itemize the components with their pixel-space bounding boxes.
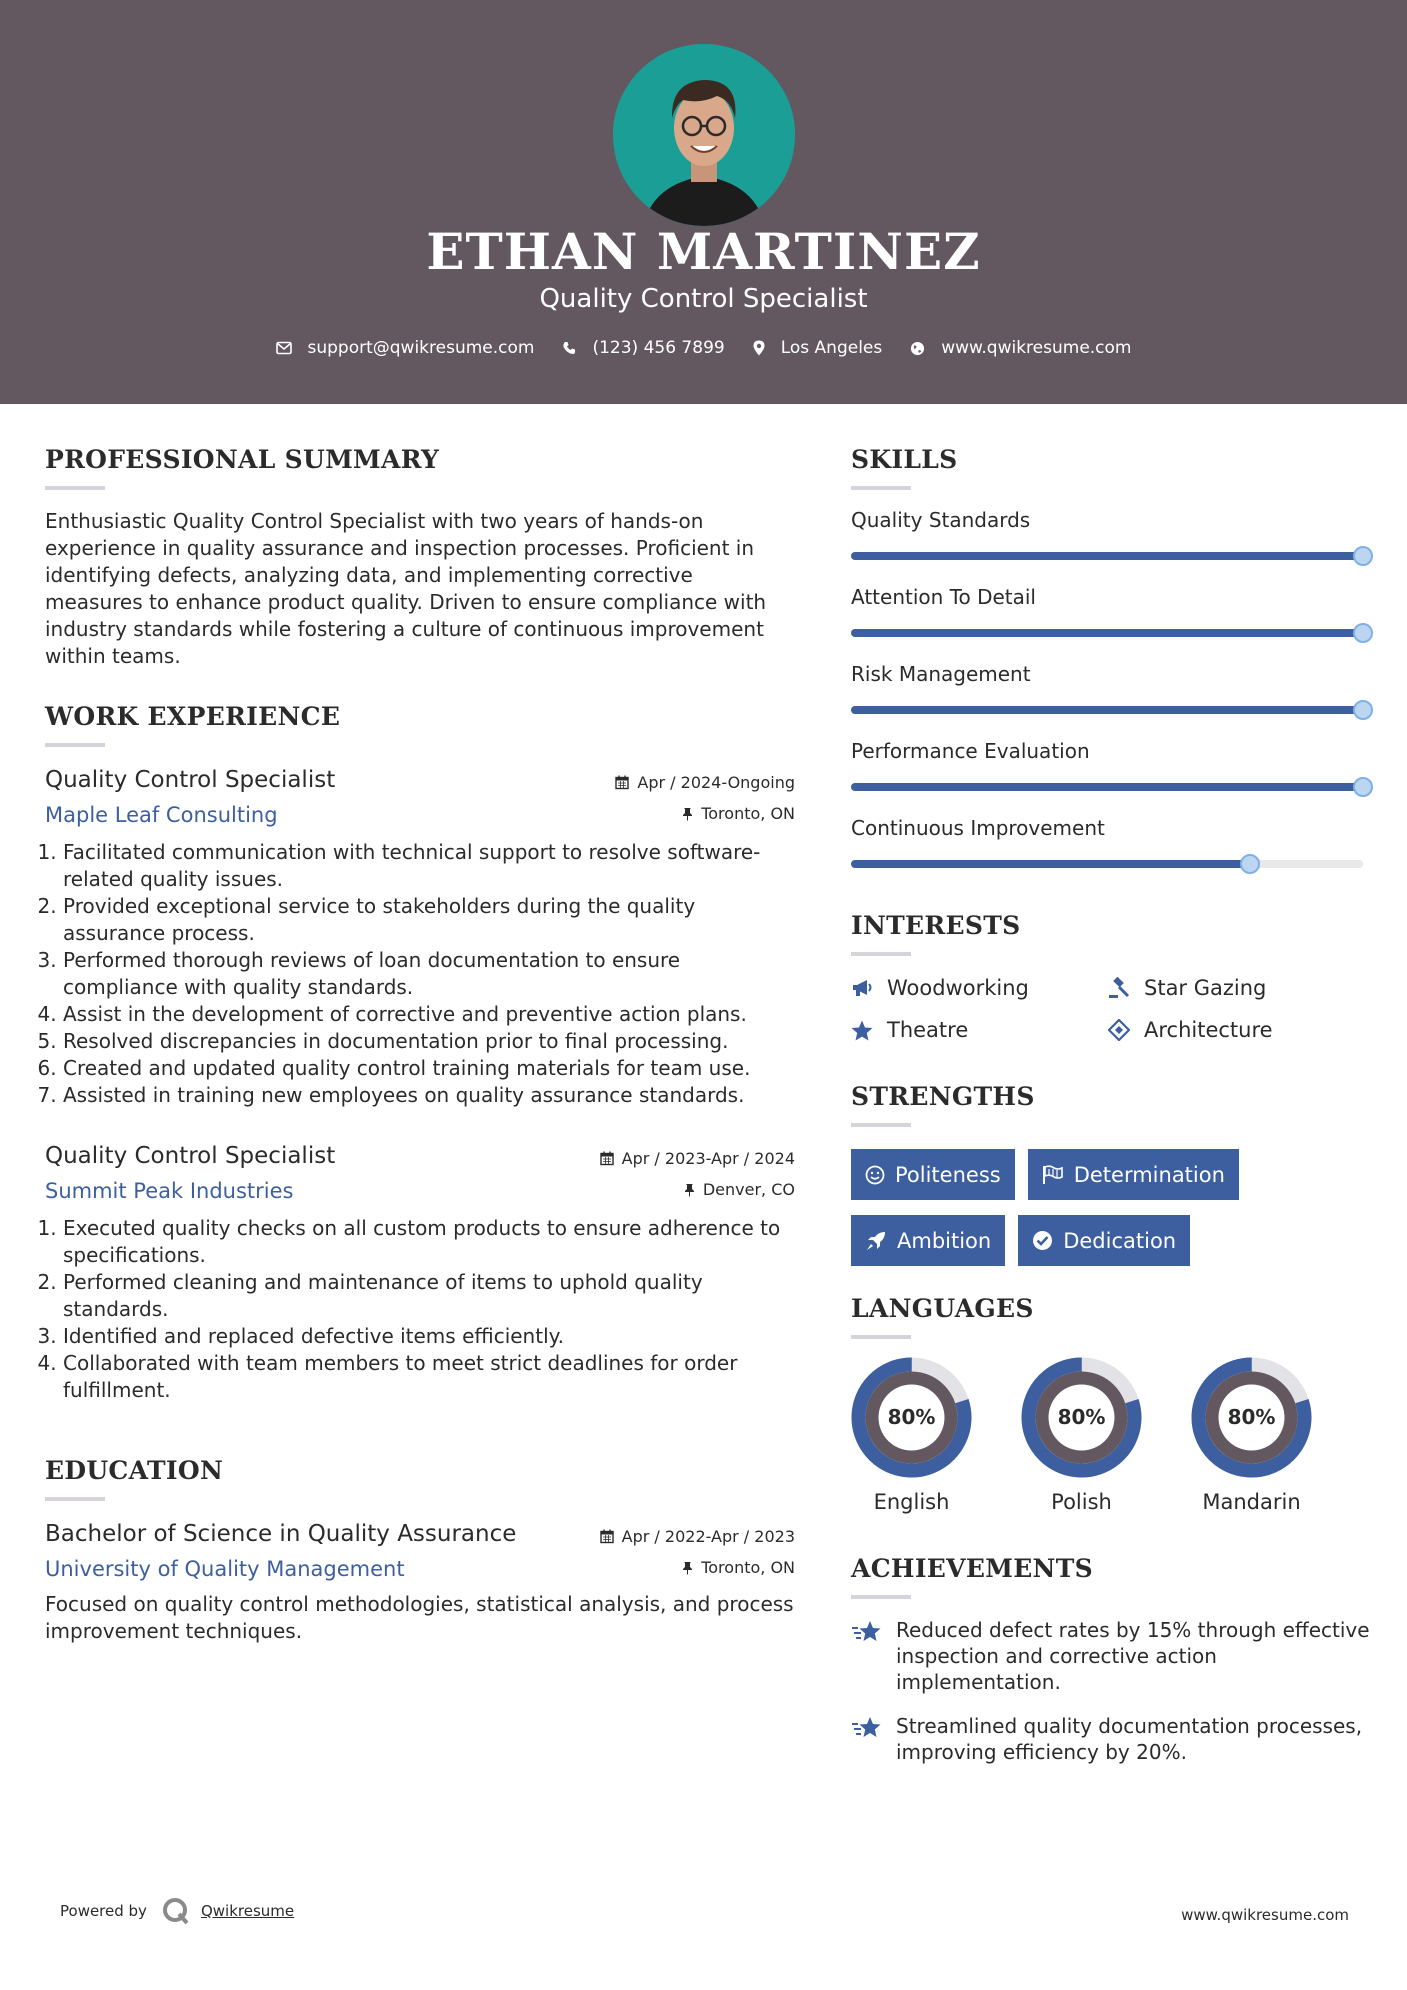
contact-phone[interactable] — [562, 338, 724, 358]
interests-section — [851, 911, 1371, 1042]
skills-heading: SKILLS — [851, 445, 958, 474]
strengths-heading: STRENGTHS — [851, 1082, 1035, 1111]
education-description: Focused on quality control methodologies, statistical analysis, and process improvement techniques. — [45, 1592, 794, 1643]
job-location — [684, 1180, 795, 1199]
job-location-text: Denver, CO — [702, 1180, 795, 1199]
task-item: 1. Facilitated communication with technical support to resolve software-related quality issues. — [63, 839, 795, 893]
job-location — [682, 804, 795, 823]
skill-item — [851, 662, 1371, 739]
star-icon — [851, 1020, 873, 1041]
education-heading: EDUCATION — [45, 1456, 224, 1485]
language-item — [851, 1357, 1021, 1514]
skill-item — [851, 508, 1371, 585]
strength-tag — [851, 1149, 1015, 1200]
phone-text: (123) 456 7899 — [592, 338, 725, 358]
school-name: University of Quality Management — [45, 1557, 405, 1581]
contact-bar — [0, 338, 1407, 358]
skill-bar-fill — [851, 706, 1363, 714]
achievements-heading: ACHIEVEMENTS — [851, 1554, 1093, 1583]
summary-text: Enthusiastic Quality Control Specialist with two years of hands-on experience in quality assurance and inspection processes. Proficient in identifying defects, analyzing data, and implementing corrective measures to enhance product quality. Driven to ensure compliance with industry standards while fostering a culture of continuous improvement within teams. — [45, 509, 767, 668]
flag-icon — [1042, 1165, 1064, 1185]
languages-heading: LANGUAGES — [851, 1294, 1034, 1323]
globe-icon — [910, 341, 925, 356]
job-date — [615, 773, 795, 792]
qwikresume-logo-icon — [161, 1896, 191, 1926]
check-circle-icon — [1032, 1230, 1053, 1251]
skill-bar-knob — [1353, 623, 1373, 643]
language-ring — [1191, 1357, 1312, 1478]
pushpin-icon — [684, 1183, 695, 1197]
ticket-icon — [1108, 1019, 1130, 1041]
gavel-icon — [1108, 977, 1130, 999]
achievement-text: Reduced defect rates by 15% through effective inspection and corrective action implementation. — [896, 1618, 1370, 1694]
job-location-text: Toronto, ON — [701, 804, 795, 823]
job-tasks — [45, 839, 795, 1109]
interest-label: Architecture — [1144, 1018, 1273, 1042]
task-item: 6. Created and updated quality control training materials for team use. — [63, 1055, 795, 1082]
shooting-star-icon — [851, 1715, 884, 1741]
skill-bar-knob — [1353, 546, 1373, 566]
contact-website[interactable] — [910, 338, 1131, 358]
heading-divider — [851, 1123, 911, 1127]
footer-powered-by — [60, 1896, 294, 1926]
summary-heading: PROFESSIONAL SUMMARY — [45, 445, 440, 474]
right-column — [851, 445, 1371, 1765]
job-company: Summit Peak Industries — [45, 1179, 294, 1203]
strength-label: Determination — [1073, 1162, 1225, 1187]
job-title: Quality Control Specialist — [45, 1143, 336, 1169]
heading-divider — [45, 1497, 105, 1501]
education-location — [682, 1558, 795, 1577]
language-name: Polish — [1051, 1490, 1112, 1514]
skill-bar — [851, 552, 1363, 560]
skill-item — [851, 585, 1371, 662]
job-company: Maple Leaf Consulting — [45, 803, 278, 827]
task-item: 3. Performed thorough reviews of loan documentation to ensure compliance with quality standards. — [63, 947, 795, 1001]
task-item: 5. Resolved discrepancies in documentation prior to final processing. — [63, 1028, 795, 1055]
skill-item — [851, 739, 1371, 816]
heading-divider — [45, 743, 105, 747]
phone-icon — [562, 341, 576, 355]
shooting-star-icon — [851, 1619, 884, 1645]
job-entry — [45, 1143, 795, 1404]
strength-label: Ambition — [897, 1228, 992, 1253]
heading-divider — [851, 486, 911, 490]
skill-bar-knob — [1353, 700, 1373, 720]
job-tasks — [45, 1215, 795, 1404]
skill-bar — [851, 783, 1363, 791]
language-name: English — [873, 1490, 950, 1514]
language-ring — [1021, 1357, 1142, 1478]
strength-tag — [1028, 1149, 1239, 1200]
smile-icon — [865, 1165, 885, 1185]
skill-bar-knob — [1353, 777, 1373, 797]
task-item: 2. Provided exceptional service to stakeholders during the quality assurance process. — [63, 893, 795, 947]
location-text: Los Angeles — [780, 338, 883, 358]
skill-bar-fill — [851, 860, 1250, 868]
job-date-text: Apr / 2024-Ongoing — [637, 773, 795, 792]
task-item: 2. Performed cleaning and maintenance of items to uphold quality standards. — [63, 1269, 795, 1323]
job-title: Quality Control Specialist — [45, 767, 336, 793]
envelope-icon — [276, 341, 292, 355]
skill-name: Risk Management — [851, 662, 1031, 686]
website-text: www.qwikresume.com — [941, 338, 1132, 358]
candidate-title: Quality Control Specialist — [539, 284, 868, 314]
experience-section — [45, 702, 795, 1404]
achievements-section — [851, 1554, 1371, 1765]
task-item: 3. Identified and replaced defective items efficiently. — [63, 1323, 795, 1350]
heading-divider — [851, 1595, 911, 1599]
skills-section — [851, 445, 1371, 893]
strength-tag — [1018, 1215, 1190, 1266]
job-entry — [45, 767, 795, 1109]
job-date — [600, 1149, 795, 1168]
language-percent: 80% — [1057, 1405, 1106, 1429]
candidate-name: ETHAN MARTINEZ — [426, 222, 981, 281]
degree-title: Bachelor of Science in Quality Assurance — [45, 1521, 517, 1547]
footer-website[interactable]: www.qwikresume.com — [1181, 1906, 1349, 1924]
interest-item — [1108, 1018, 1365, 1042]
pushpin-icon — [682, 1561, 693, 1575]
language-ring — [851, 1357, 972, 1478]
calendar-icon — [615, 775, 629, 790]
left-column — [45, 445, 795, 1645]
language-item — [1191, 1357, 1361, 1514]
skill-name: Performance Evaluation — [851, 739, 1090, 763]
heading-divider — [45, 486, 105, 490]
calendar-icon — [600, 1151, 614, 1166]
skill-bar-fill — [851, 783, 1363, 791]
skill-item — [851, 816, 1371, 893]
education-date — [600, 1527, 795, 1546]
achievement-item — [851, 1713, 1371, 1765]
education-date-text: Apr / 2022-Apr / 2023 — [621, 1527, 795, 1546]
profile-photo — [613, 44, 795, 226]
heading-divider — [851, 1335, 911, 1339]
megaphone-icon — [851, 978, 873, 998]
job-date-text: Apr / 2023-Apr / 2024 — [621, 1149, 795, 1168]
strengths-section — [851, 1082, 1371, 1266]
skill-name: Quality Standards — [851, 508, 1031, 532]
contact-location — [753, 338, 883, 358]
header-banner — [0, 0, 1407, 404]
interest-label: Star Gazing — [1144, 976, 1267, 1000]
interest-label: Theatre — [887, 1018, 969, 1042]
interest-label: Woodworking — [887, 976, 1029, 1000]
language-item — [1021, 1357, 1191, 1514]
skill-bar-knob — [1240, 854, 1260, 874]
contact-email[interactable] — [276, 338, 535, 358]
strength-label: Politeness — [895, 1162, 1001, 1187]
rocket-icon — [865, 1230, 887, 1252]
skill-bar-fill — [851, 552, 1363, 560]
task-item: 4. Collaborated with team members to meet strict deadlines for order fulfillment. — [63, 1350, 795, 1404]
email-text: support@qwikresume.com — [307, 338, 535, 358]
heading-divider — [851, 952, 911, 956]
language-percent: 80% — [1227, 1405, 1276, 1429]
language-percent: 80% — [887, 1405, 936, 1429]
powered-by-text: Powered by — [60, 1902, 147, 1920]
pushpin-icon — [682, 807, 693, 821]
interest-item — [851, 976, 1108, 1000]
achievement-text: Streamlined quality documentation processes, improving efficiency by 20%. — [896, 1714, 1363, 1764]
languages-section — [851, 1294, 1371, 1514]
experience-heading: WORK EXPERIENCE — [45, 702, 341, 731]
map-pin-icon — [753, 340, 765, 356]
qwikresume-link[interactable]: Qwikresume — [200, 1902, 295, 1920]
skill-bar-fill — [851, 629, 1363, 637]
strength-tag — [851, 1215, 1005, 1266]
task-item: 1. Executed quality checks on all custom products to ensure adherence to specifications. — [63, 1215, 795, 1269]
interest-item — [851, 1018, 1108, 1042]
summary-section — [45, 445, 795, 670]
skill-name: Continuous Improvement — [851, 816, 1105, 840]
skill-bar — [851, 706, 1363, 714]
language-name: Mandarin — [1202, 1490, 1301, 1514]
achievement-item — [851, 1617, 1371, 1695]
calendar-icon — [600, 1529, 614, 1544]
task-item: 7. Assisted in training new employees on quality assurance standards. — [63, 1082, 795, 1109]
skills-list — [851, 508, 1371, 893]
skill-bar — [851, 860, 1363, 868]
skill-name: Attention To Detail — [851, 585, 1036, 609]
interest-item — [1108, 976, 1365, 1000]
interests-heading: INTERESTS — [851, 911, 1021, 940]
skill-bar — [851, 629, 1363, 637]
task-item: 4. Assist in the development of corrective and preventive action plans. — [63, 1001, 795, 1028]
education-section — [45, 1456, 795, 1645]
education-location-text: Toronto, ON — [701, 1558, 795, 1577]
strength-label: Dedication — [1063, 1228, 1177, 1253]
